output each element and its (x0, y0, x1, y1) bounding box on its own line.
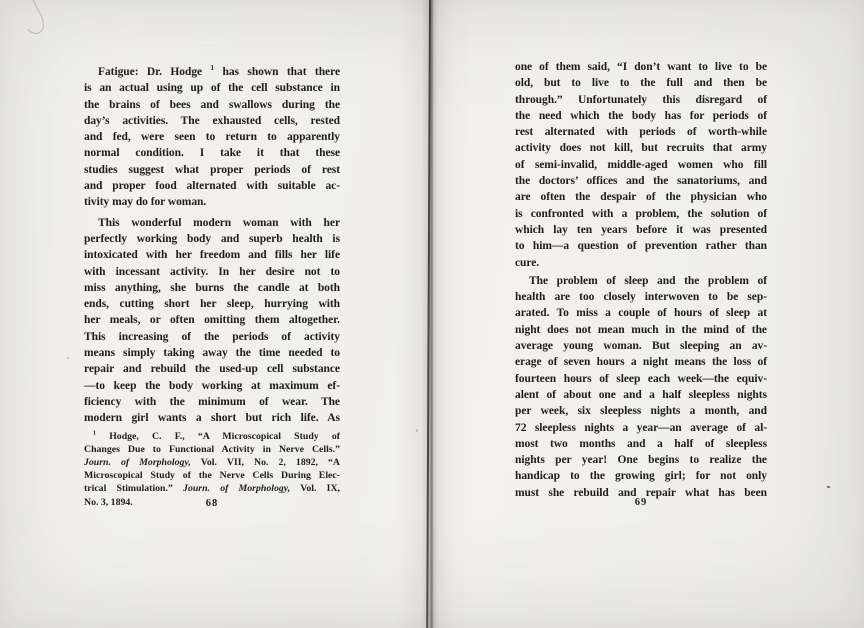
text-line: means simply taking away the time needed to (84, 347, 340, 360)
left-page-text (84, 64, 340, 509)
text-line: repair and rebuild the used-up cell substance (84, 363, 340, 376)
text-line: her meals, or often omitting them altogether. (84, 314, 340, 327)
footnote-reference: 1 (93, 430, 97, 437)
italic-text: Journ. of Morphology, (183, 483, 291, 495)
text-line: and proper food alternated with suitable ac- (84, 180, 340, 193)
text-line: rest alternated with periods of worth-while (515, 126, 767, 139)
text-line: tivity may do for woman. (84, 196, 207, 209)
speck (416, 429, 418, 432)
text-line: and fed, were seen to return to apparently (84, 131, 340, 144)
text-line: handicap to the growing girl; for not only (515, 470, 767, 483)
text-line: the need which the body has for periods of (515, 109, 767, 122)
text-line: modern girl wants a short but rich life. As (84, 412, 340, 425)
text-line: day’s activities. The exhausted cells, rested (84, 114, 340, 127)
text-line: activity does not kill, but recruits that army (515, 142, 767, 155)
text-line: miss anything, she burns the candle at both (84, 281, 340, 294)
text-line: ficiency with the minimum of wear. The (84, 395, 340, 408)
gutter-shadow (396, 0, 470, 628)
text-line: average young woman. But sleeping an av- (515, 340, 767, 353)
text-line: with incessant activity. In her desire not to (84, 265, 340, 278)
text-line: per week, six sleepless nights a month, and (515, 405, 767, 418)
paragraph (515, 273, 767, 501)
paragraph (515, 59, 767, 271)
text-line: cure. (515, 256, 540, 269)
text-line: trical Stimulation.” Journ. of Morphology, Vol. IX, (84, 483, 340, 495)
text-line: 72 sleepless nights a year—an average of al- (515, 421, 767, 434)
footnote-reference: 1 (210, 64, 215, 73)
text-line: is an actual using up of the cell substance in (84, 82, 340, 95)
text-line: Fatigue: Dr. Hodge $^1$ has shown that there (98, 64, 341, 78)
speck (827, 486, 830, 488)
text-line: most two months and a half of sleepless (515, 437, 767, 450)
text-line: $^1$ Hodge, C. F., “A Microscopical Study of (93, 430, 340, 442)
text-line: must she rebuild and repair what has been (515, 486, 767, 499)
page-number-left: 68 (205, 498, 219, 509)
text-line: No. 3, 1894. (84, 496, 133, 508)
text-line: intoxicated with her freedom and fills her life (84, 249, 340, 262)
text-line: This wonderful modern woman with her (98, 216, 340, 229)
text-line: ends, cutting short her sleep, hurrying with (84, 298, 340, 311)
footnote (84, 430, 340, 509)
text-line: health are too closely interwoven to be sep- (515, 291, 767, 304)
scratch-mark (22, 0, 72, 42)
text-line: studies suggest what proper periods of rest (84, 163, 340, 176)
text-line: one of them said, “I don’t want to live to be (515, 61, 767, 73)
text-line: of semi-invalid, middle-aged women who fill (515, 158, 767, 171)
italic-text: Journ. of Morphology, (84, 456, 191, 468)
text-line: to him—a question of prevention rather than (515, 240, 767, 253)
text-line: the doctors’ offices and the sanatoriums, and (515, 175, 767, 188)
paragraph (84, 64, 340, 211)
text-line: alent of about one and a half sleepless nights (515, 388, 767, 401)
text-line: nights per year! One begins to realize the (515, 454, 767, 467)
text-line: old, but to live to the full and then be (515, 77, 767, 90)
text-line: The problem of sleep and the problem of (529, 274, 767, 287)
page-number-right: 69 (634, 497, 648, 508)
right-page-text (515, 59, 767, 501)
text-line: perfectly working body and superb health is (84, 232, 340, 245)
speck (67, 357, 69, 359)
text-line: which lay ten years before it was presented (515, 223, 767, 236)
text-line: arated. To miss a couple of hours of sleep at (515, 307, 767, 320)
text-line: through.” Unfortunately this disregard of (515, 93, 767, 106)
gutter-line (426, 0, 431, 628)
text-line: the brains of bees and swallows during the (84, 98, 340, 111)
text-line: Changes Due to Functional Activity in Nerve Cells.” (84, 443, 340, 455)
text-line: normal condition. I take it that these (84, 147, 340, 160)
text-line: Journ. of Morphology, Vol. VII, No. 2, 1892, “A (84, 456, 340, 468)
text-line: are often the despair of the physician who (515, 191, 767, 204)
text-line: fourteen hours of sleep each week—the equiv- (515, 372, 767, 385)
text-line: erage of seven hours a night means the loss of (515, 356, 767, 369)
text-line: Microscopical Study of the Nerve Cells During Elec- (84, 470, 340, 482)
text-line: This increasing of the periods of activity (84, 330, 340, 343)
text-line: is confronted with a problem, the solution of (515, 207, 767, 220)
text-line: —to keep the body working at maximum ef- (84, 379, 340, 392)
paragraph (84, 215, 340, 427)
text-line: night does not mean much in the mind of the (515, 323, 767, 336)
